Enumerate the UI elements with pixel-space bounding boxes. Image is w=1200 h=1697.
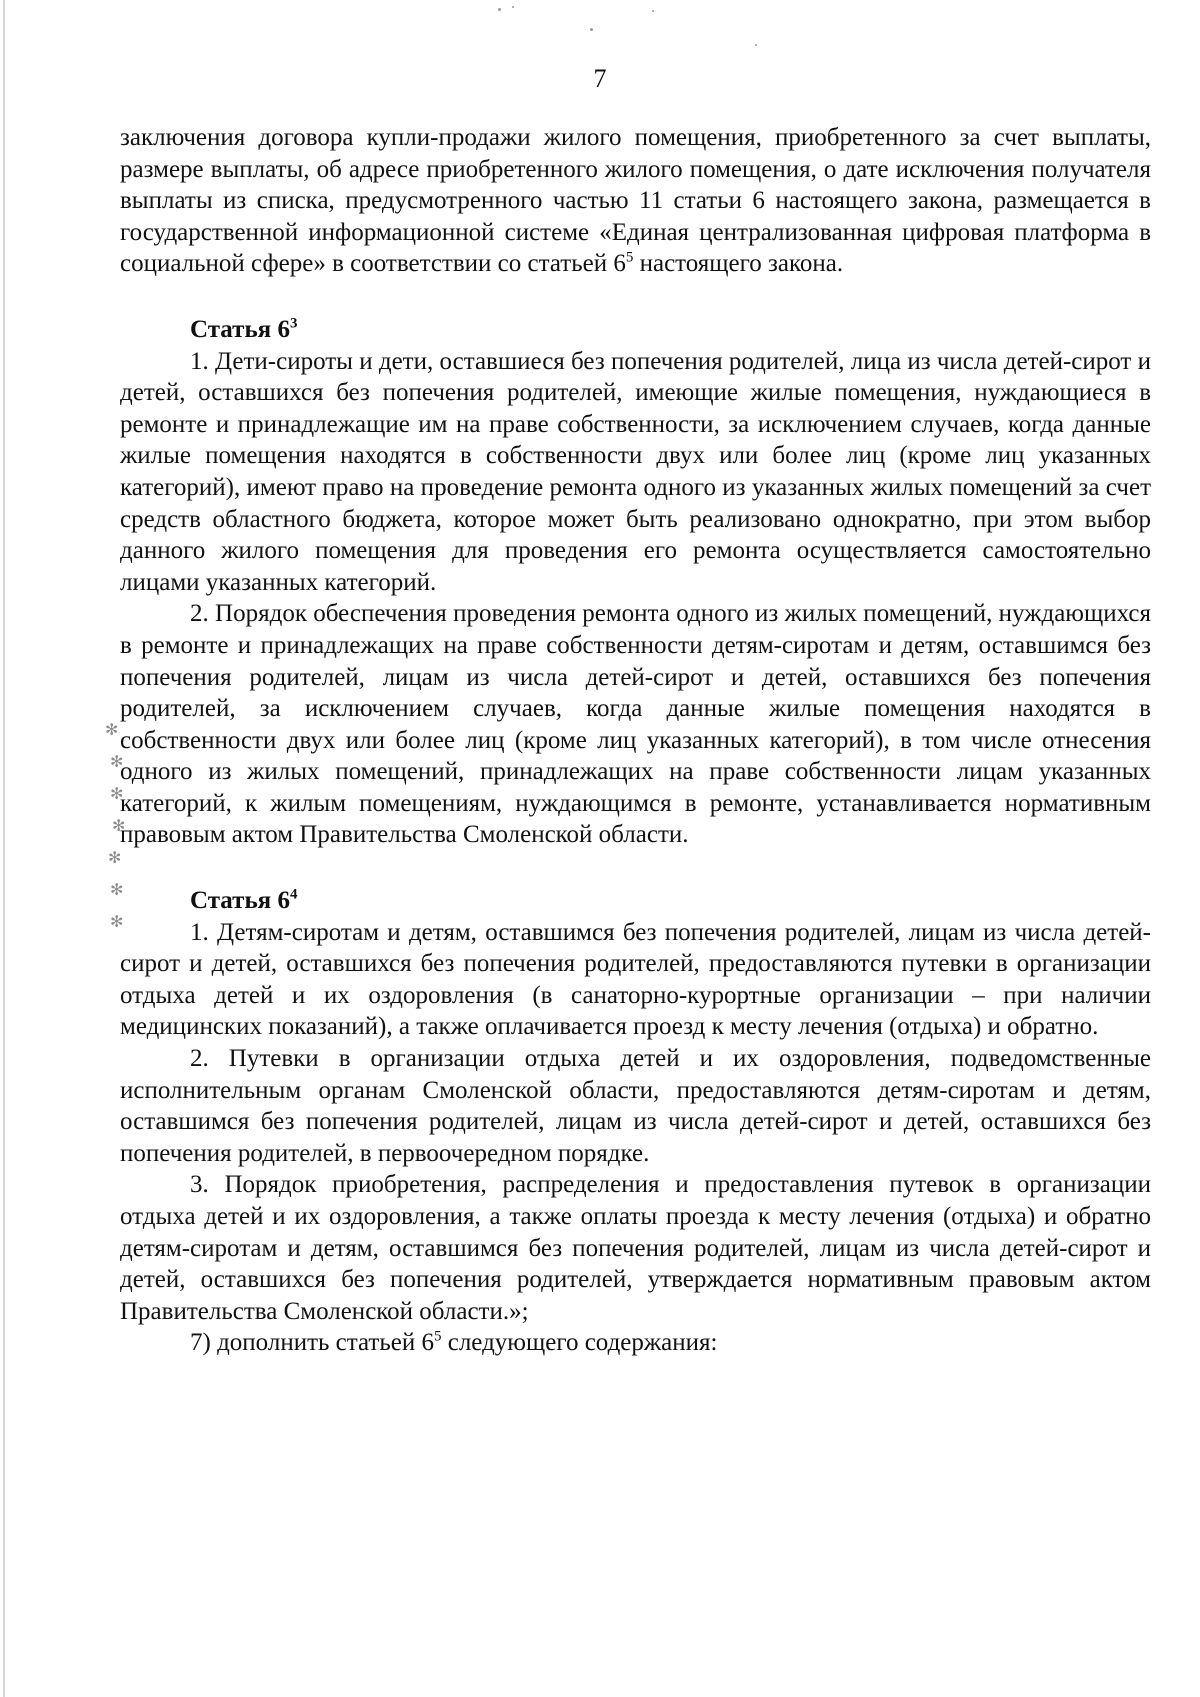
scan-speck xyxy=(498,8,501,11)
scan-speck xyxy=(652,10,654,12)
intro-paragraph-superscript: 5 xyxy=(625,250,634,267)
article-6-3-heading-text: Статья 6 xyxy=(190,315,290,343)
article-6-3-paragraph-2: 2. Порядок обеспечения проведения ремонта одного из жилых помещений, нуждающихся в ремонте и принадлежащих на праве собственности детям-сиротам и детям, оставшимся без попечения родителей, лицам из числа детей-сирот и детей, оставшихся без попечения родителей, за исключением случаев, когда данные жилые помещения находятся в собственности двух или более лиц (кроме лиц указанных категорий), в том числе отнесения одного из жилых помещений, принадлежащих на праве собственности лицам указанных категорий, к жилым помещениям, нуждающимся в ремонте, устанавливается нормативным правовым актом Правительства Смоленской области. xyxy=(120,600,1151,849)
scan-speck xyxy=(512,6,514,8)
binding-mark: ✻ xyxy=(110,880,124,899)
section-gap xyxy=(120,851,1151,885)
scan-edge-line xyxy=(3,0,5,1697)
article-6-4-heading-superscript: 4 xyxy=(289,886,298,903)
binding-mark: ✻ xyxy=(110,784,124,803)
closing-item-superscript: 5 xyxy=(433,1329,442,1346)
intro-paragraph-text: заключения договора купли-продажи жилого помещения, приобретенного за счет выплаты, размере выплаты, об адресе приобретенного жилого помещения, о дате исключения получателя выплаты из списка, предусмотренного частью 11 статьи 6 настоящего закона, размещается в государственной информационной системе «Единая централизованная цифровая платформа в социальной сфере» в соответствии со статьей 6 xyxy=(120,124,1151,278)
article-6-4-heading xyxy=(120,885,1151,917)
section-gap xyxy=(120,280,1151,314)
closing-item-tail: следующего содержания: xyxy=(441,1329,718,1357)
document-body xyxy=(120,122,1151,1359)
binding-mark: ✻ xyxy=(110,752,124,771)
article-6-4-paragraph-1: 1. Детям-сиротам и детям, оставшимся без попечения родителей, лицам из числа детей-сирот и детей, оставшихся без попечения родителей, предоставляются путевки в организации отдыха детей и их оздоровления (в санаторно-курортные организации – при наличии медицинских показаний), а также оплачивается проезд к месту лечения (отдыха) и обратно. xyxy=(120,918,1151,1041)
closing-item xyxy=(120,1327,1151,1359)
binding-mark: ✻ xyxy=(105,720,119,739)
article-6-3-heading-superscript: 3 xyxy=(289,315,298,332)
intro-paragraph-tail: настоящего закона. xyxy=(633,250,844,278)
closing-item-text: 7) дополнить статьей 6 xyxy=(190,1329,434,1357)
article-6-4-paragraph-3: 3. Порядок приобретения, распределения и предоставления путевок в организации отдыха детей и их оздоровления, а также оплаты проезда к месту лечения (отдыха) и обратно детям-сиротам и детям, оставшимся без попечения родителей, лицам из числа детей-сирот и детей, оставшихся без попечения родителей, утверждается нормативным правовым актом Правительства Смоленской области.»; xyxy=(120,1171,1151,1325)
scan-speck xyxy=(590,28,593,31)
article-6-3-heading xyxy=(120,314,1151,346)
binding-mark: ✻ xyxy=(108,848,122,867)
intro-paragraph xyxy=(120,122,1151,280)
scan-speck xyxy=(755,44,757,46)
binding-mark: ✻ xyxy=(110,912,124,931)
article-6-4-paragraph-2: 2. Путевки в организации отдыха детей и их оздоровления, подведомственные исполнительным органам Смоленской области, предоставляются детям-сиротам и детям, оставшимся без попечения родителей, лицам из числа детей-сирот и детей, оставшихся без попечения родителей, в первоочередном порядке. xyxy=(120,1045,1151,1167)
article-6-4-heading-text: Статья 6 xyxy=(190,887,290,915)
binding-mark: ✻ xyxy=(112,816,126,835)
article-6-3-paragraph-1: 1. Дети-сироты и дети, оставшиеся без попечения родителей, лица из числа детей-сирот и детей, оставшихся без попечения родителей, имеющие жилые помещения, нуждающиеся в ремонте и принадлежащие им на праве собственности, за исключением случаев, когда данные жилые помещения находятся в собственности двух или более лиц (кроме лиц указанных категорий), имеют право на проведение ремонта одного из указанных жилых помещений за счет средств областного бюджета, которое может быть реализовано однократно, при этом выбор данного жилого помещения для проведения его ремонта осуществляется самостоятельно лицами указанных категорий. xyxy=(120,347,1151,596)
page-number: 7 xyxy=(593,64,607,93)
